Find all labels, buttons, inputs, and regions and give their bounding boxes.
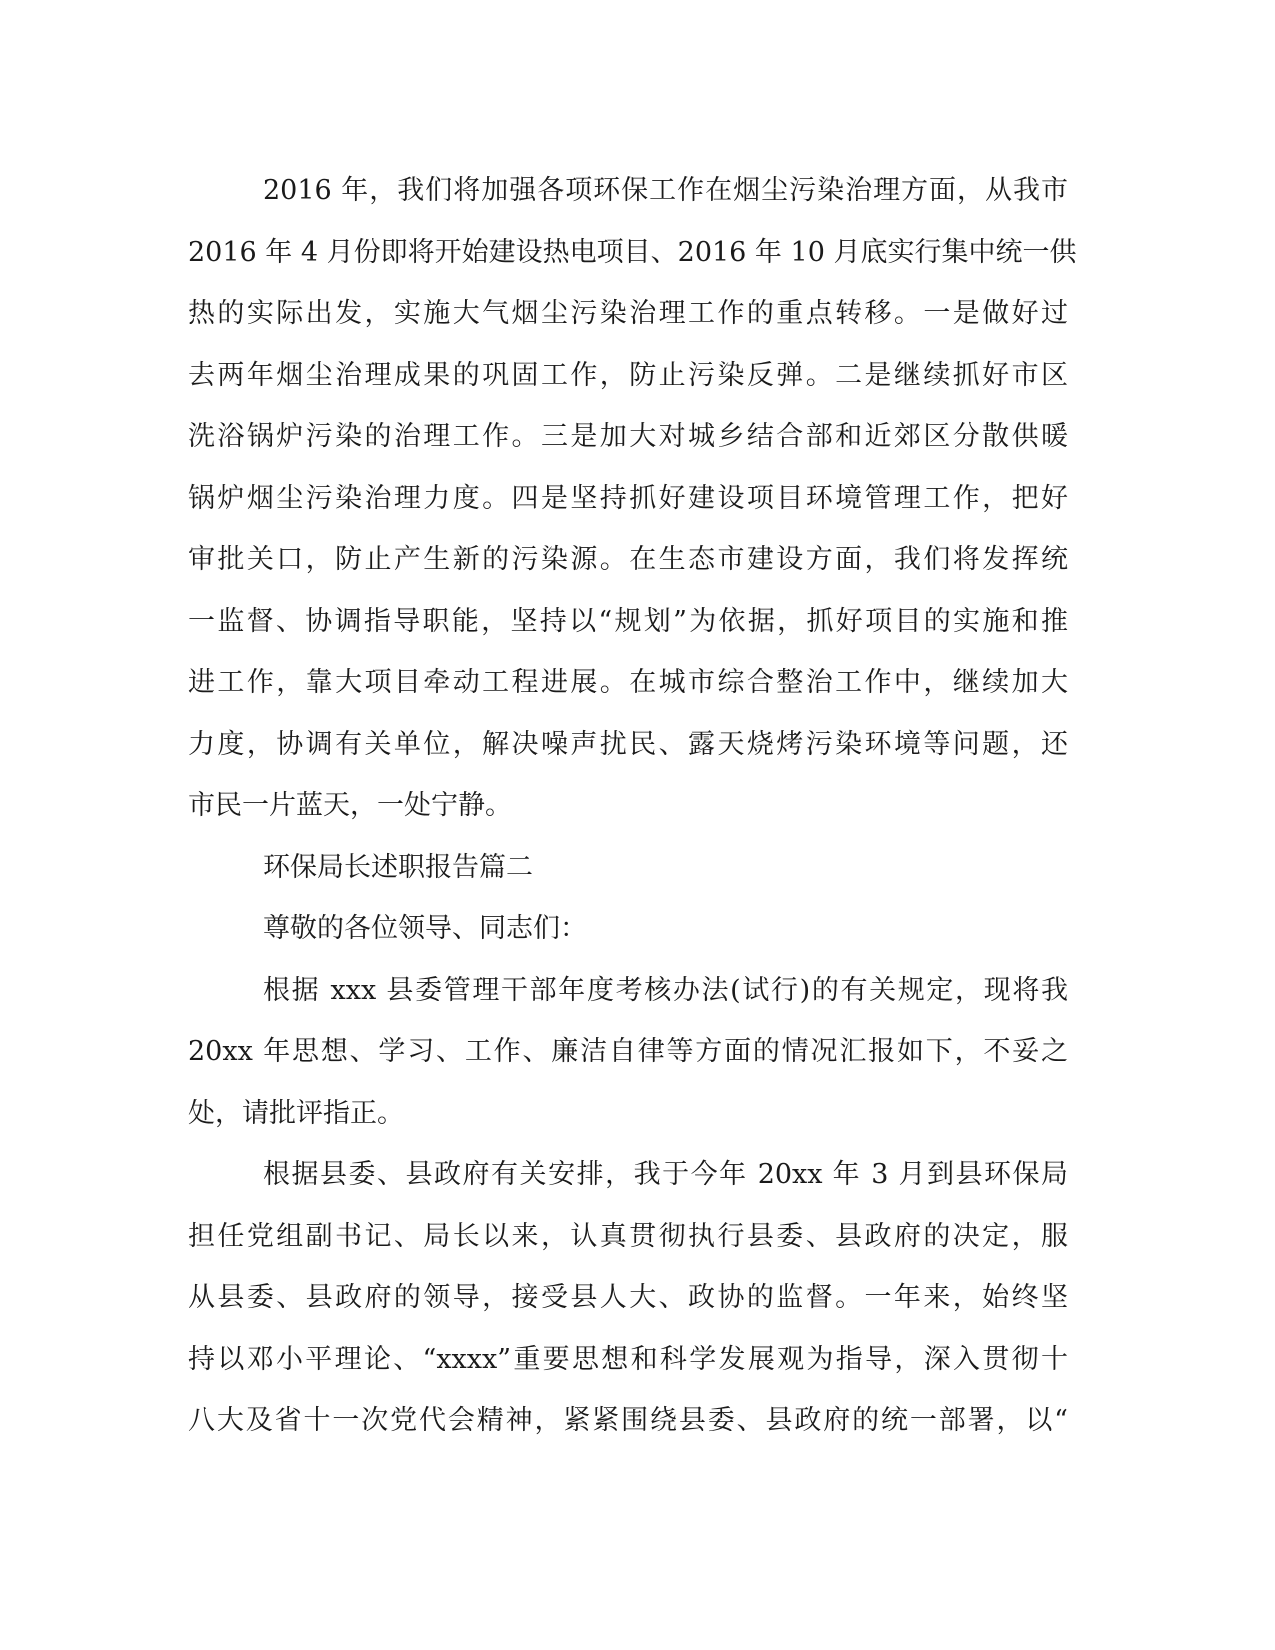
text-line: 2016 年，我们将加强各项环保工作在烟尘污染治理方面，从我市 <box>263 175 1068 206</box>
text-line: 担任党组副书记、局长以来，认真贯彻执行县委、县政府的决定，服 <box>188 1220 1068 1252</box>
text-line: 去两年烟尘治理成果的巩固工作，防止污染反弹。二是继续抓好市区 <box>188 359 1068 391</box>
text-line: 审批关口，防止产生新的污染源。在生态市建设方面，我们将发挥统 <box>188 544 1068 575</box>
section-heading: 环保局长述职报告篇二 <box>263 851 533 883</box>
document-body <box>188 160 1077 1452</box>
text-line: 洗浴锅炉污染的治理工作。三是加大对城乡结合部和近郊区分散供暖 <box>188 421 1068 452</box>
text-line: 处，请批评指正。 <box>188 1097 404 1129</box>
text-line: 20xx 年思想、学习、工作、廉洁自律等方面的情况汇报如下，不妥之 <box>188 1036 1068 1067</box>
salutation: 尊敬的各位领导、同志们： <box>263 913 587 944</box>
text-line: 持以邓小平理论、“xxxx”重要思想和科学发展观为指导，深入贯彻十 <box>188 1343 1068 1375</box>
text-line: 八大及省十一次党代会精神，紧紧围绕县委、县政府的统一部署，以“ <box>188 1405 1068 1436</box>
text-line: 一监督、协调指导职能，坚持以“规划”为依据，抓好项目的实施和推 <box>188 605 1068 637</box>
text-line: 力度，协调有关单位，解决噪声扰民、露天烧烤污染环境等问题，还 <box>188 728 1068 760</box>
text-line: 进工作，靠大项目牵动工程进展。在城市综合整治工作中，继续加大 <box>188 667 1068 698</box>
text-line: 从县委、县政府的领导，接受县人大、政协的监督。一年来，始终坚 <box>188 1282 1068 1313</box>
text-line: 2016 年 4 月份即将开始建设热电项目、2016 年 10 月底实行集中统一供 <box>188 236 1077 268</box>
text-line: 热的实际出发，实施大气烟尘污染治理工作的重点转移。一是做好过 <box>188 298 1068 329</box>
text-line: 根据 xxx 县委管理干部年度考核办法(试行)的有关规定，现将我 <box>263 974 1068 1006</box>
text-line: 市民一片蓝天，一处宁静。 <box>188 790 512 821</box>
text-line: 锅炉烟尘污染治理力度。四是坚持抓好建设项目环境管理工作，把好 <box>188 482 1068 514</box>
text-line: 根据县委、县政府有关安排，我于今年 20xx 年 3 月到县环保局 <box>263 1159 1068 1190</box>
